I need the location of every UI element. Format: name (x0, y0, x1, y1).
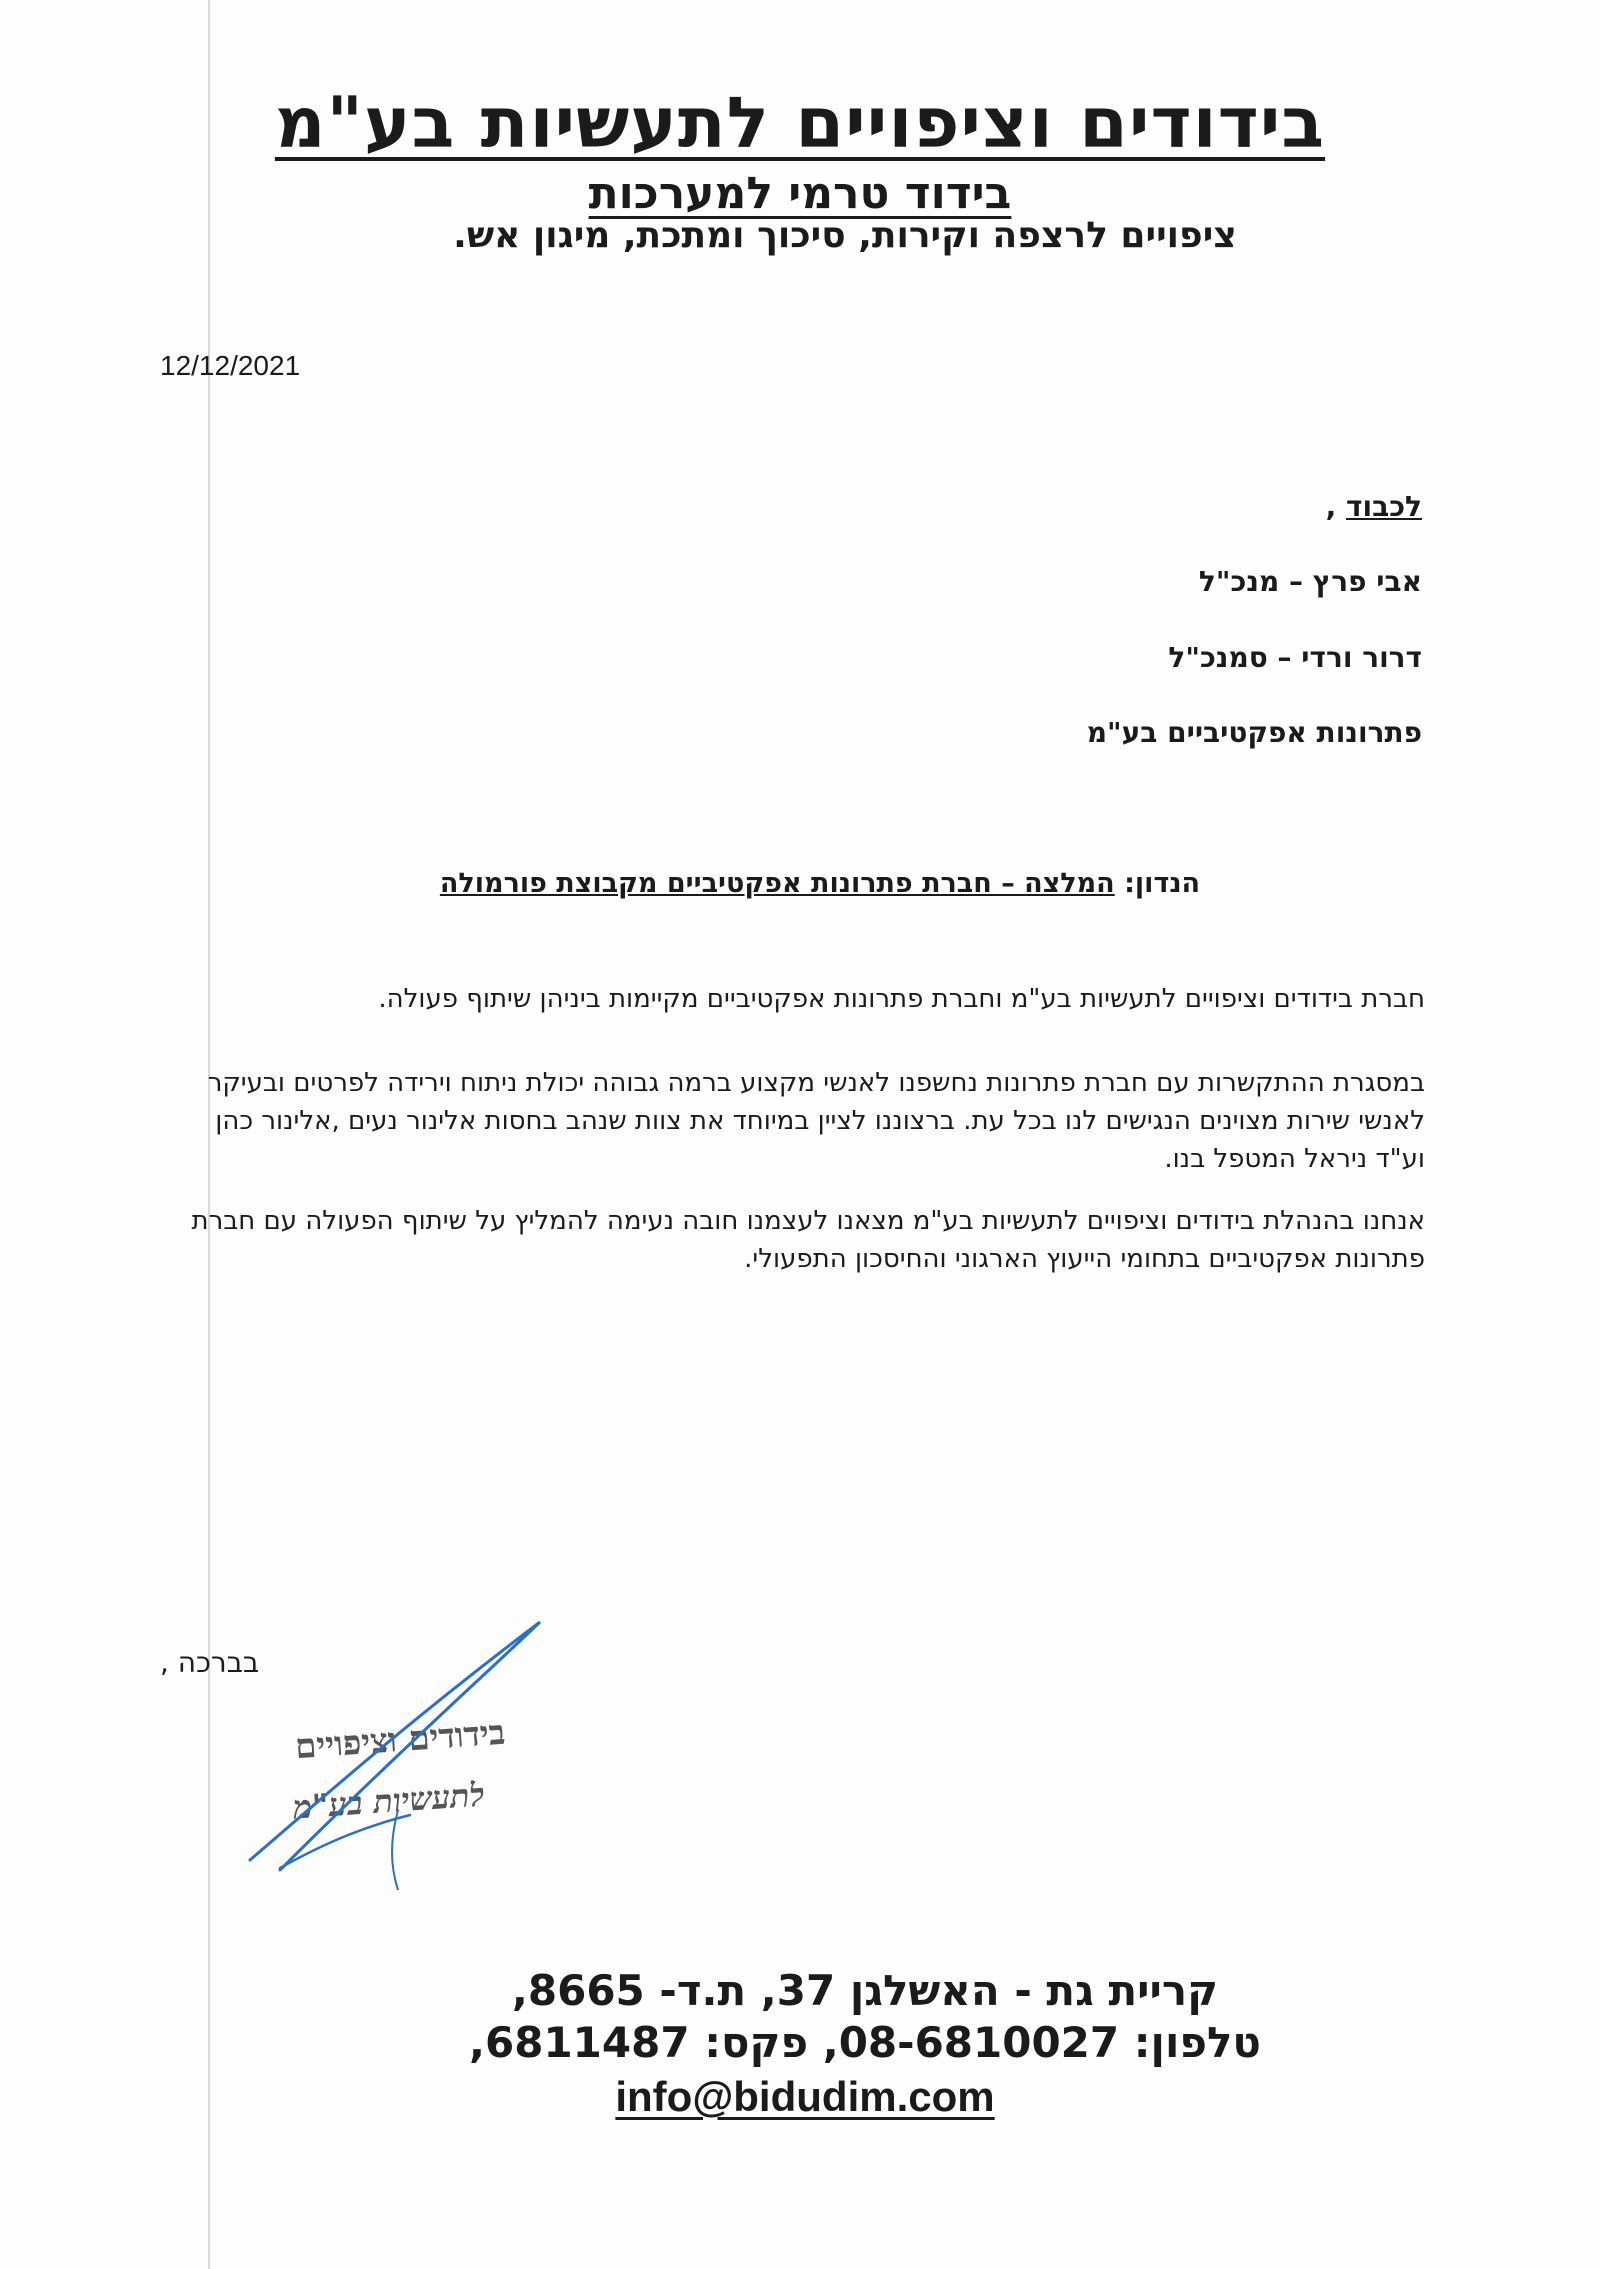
company-name-text: בידודים וציפויים לתעשיות בע"מ (274, 82, 1326, 164)
subtitle-text: בידוד טרמי למערכות (588, 168, 1012, 219)
letterhead-company-name (0, 82, 1600, 164)
subject-label: הנדון: (1114, 868, 1201, 899)
greeting-text: לכבוד (1346, 490, 1422, 523)
closing-text: בברכה , (160, 1646, 260, 1679)
recipient-line-deputy: דרור ורדי – סמנכ"ל (1168, 641, 1422, 674)
footer-email-link[interactable]: info@bidudim.com (615, 2073, 995, 2120)
company-stamp (185, 1712, 507, 1900)
recipient-line-ceo: אבי פרץ – מנכ"ל (1198, 565, 1422, 598)
recipient-line-company: פתרונות אפקטיביים בע"מ (1086, 716, 1422, 749)
letter-date: 12/12/2021 (160, 350, 301, 381)
footer-phone-fax: טלפון: 08-6810027, פקס: 6811487, (469, 2018, 1261, 2067)
recipient-greeting (1326, 490, 1422, 523)
greeting-punct: , (1325, 490, 1347, 523)
footer-email[interactable] (0, 2072, 1600, 2121)
subject-text: המלצה – חברת פתרונות אפקטיביים מקבוצת פורמולה (439, 868, 1115, 899)
body-paragraph-2: במסגרת ההתקשרות עם חברת פתרונות נחשפנו לאנשי מקצוע ברמה גבוהה יכולת ניתוח וירידה לפרטים ובעיקר לאנשי שירות מצוינים הנגישים לנו בכל עת. ברצוננו לציין במיוחד את צוות שנהב בחסות אלינור נעים ,אלינור כהן וע"ד ניראל המטפל בנו. (207, 1068, 1425, 1174)
body-paragraph-3: אנחנו בהנהלת בידודים וציפויים לתעשיות בע"מ מצאנו לעצמנו חובה נעימה להמליץ על שיתוף הפעולה עם חברת פתרונות אפקטיביים בתחומי הייעוץ הארגוני והחיסכון התפעולי. (191, 1206, 1425, 1274)
letterhead-services: ציפויים לרצפה וקירות, סיכוך ומתכת, מיגון אש. (453, 215, 1237, 256)
letterhead-subtitle (0, 168, 1600, 219)
stamp-line-2: לתעשיות בע"מ (292, 1775, 487, 1827)
stamp-line-1: בידודים וציפויים (293, 1712, 507, 1768)
body-paragraph-1: חברת בידודים וציפויים לתעשיות בע"מ וחברת פתרונות אפקטיביים מקיימות ביניהן שיתוף פעולה. (378, 984, 1425, 1014)
footer-address: קריית גת - האשלגן 37, ת.ד- 8665, (511, 1966, 1219, 2015)
letter-subject (0, 868, 1600, 899)
